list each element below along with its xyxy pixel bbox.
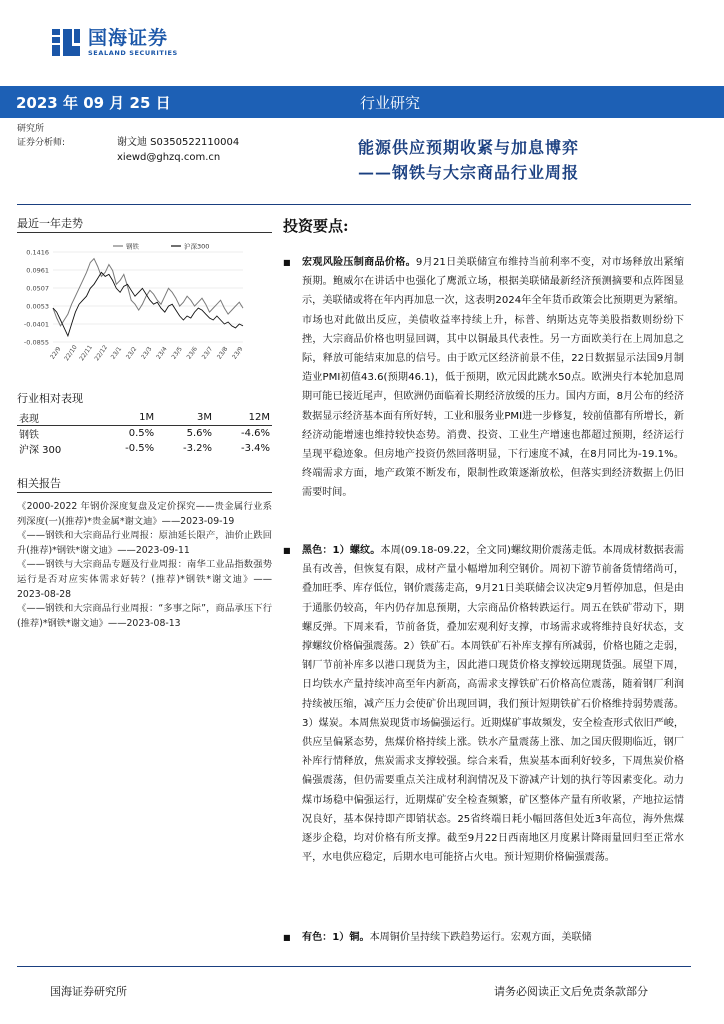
chart-x-tick-label: 23/6 — [185, 345, 200, 361]
analyst-label: 证券分析师: — [17, 138, 66, 148]
related-report-link[interactable]: 《——钢铁和大宗商品行业周报：“多事之际”，商品承压下行(推荐)*钢铁*谢文迪》——2023-08-13 — [17, 603, 272, 629]
chart-series-line — [53, 272, 243, 336]
perf-header-cell: 表现 — [17, 410, 98, 426]
report-date: 2023 年 09 月 25 日 — [16, 94, 171, 112]
perf-cell: 沪深 300 — [19, 445, 62, 456]
related-reports — [17, 500, 272, 631]
chart-y-tick-label: -0.0401 — [23, 320, 49, 329]
report-title: 能源供应预期收紧与加息博弈 — [358, 138, 580, 157]
chart-y-tick-label: 0.0507 — [26, 284, 49, 293]
footer-disclaimer: 请务必阅读正文后免责条款部分 — [494, 985, 648, 998]
section-nonferrous — [302, 928, 684, 947]
chart-x-tick-label: 23/1 — [109, 345, 124, 361]
section-lead: 黑色：1）螺纹。 — [302, 545, 381, 556]
perf-cell: 0.5% — [128, 428, 155, 439]
bullet-square-icon: ■ — [283, 258, 291, 267]
trend-heading: 最近一年走势 — [17, 217, 83, 230]
perf-row — [17, 426, 272, 442]
chart-x-tick-label: 23/3 — [140, 345, 154, 361]
chart-x-tick-label: 23/4 — [155, 345, 169, 361]
bullet-square-icon: ■ — [283, 546, 291, 555]
section-ferrous — [302, 541, 684, 867]
perf-cell: -4.6% — [240, 428, 270, 439]
chart-series-line — [53, 259, 243, 326]
report-type: 行业研究 — [360, 94, 421, 112]
bullet-square-icon: ■ — [283, 933, 291, 942]
perf-header-cell: 12M — [214, 410, 272, 426]
related-report-link[interactable]: 《——钢铁和大宗商品行业周报：原油延长限产，油价止跌回升(推荐)*钢铁*谢文迪》——2023-09-11 — [17, 530, 272, 556]
chart-y-tick-label: -0.0855 — [23, 338, 49, 347]
key-points-heading: 投资要点: — [283, 217, 349, 235]
perf-row — [17, 441, 272, 456]
trend-chart — [17, 238, 272, 373]
perf-cell: 钢铁 — [19, 430, 39, 441]
footer-left: 国海证券研究所 — [50, 985, 127, 998]
section-macro — [302, 253, 684, 503]
reports-heading: 相关报告 — [17, 477, 61, 490]
chart-legend-label: 沪深300 — [184, 242, 210, 251]
chart-x-tick-label: 23/8 — [215, 345, 230, 361]
sealand-logo-icon — [50, 26, 82, 58]
perf-heading: 行业相对表现 — [17, 392, 83, 405]
section-body: 本周铜价呈持续下跌趋势运行。宏观方面，美联储 — [369, 932, 592, 943]
chart-x-tick-label: 23/5 — [170, 345, 184, 361]
perf-cell: 5.6% — [186, 428, 213, 439]
perf-header-cell: 1M — [98, 410, 156, 426]
reports-heading-rule — [17, 492, 272, 493]
chart-y-tick-label: 0.0053 — [26, 302, 49, 311]
chart-x-tick-label: 23/2 — [124, 345, 139, 361]
header-bar — [0, 86, 724, 118]
trend-heading-rule — [17, 232, 272, 233]
perf-header-cell: 3M — [156, 410, 214, 426]
chart-x-tick-label: 23/7 — [200, 345, 215, 361]
chart-x-tick-label: 22/11 — [78, 344, 94, 363]
brand-name-cn: 国海证券 — [88, 26, 169, 49]
footer-divider — [17, 966, 691, 967]
related-report-link[interactable]: 《2000-2022 年钢价深度复盘及定价探究——贵金属行业系列深度(一)(推荐)*贵金属*谢文迪》——2023-09-19 — [17, 501, 272, 527]
perf-header-row — [17, 410, 272, 426]
chart-x-tick-label: 23/9 — [231, 345, 245, 361]
performance-table — [17, 410, 272, 456]
related-report-link[interactable]: 《——钢铁与大宗商品专题及行业周报：南华工业品指数强势运行是否对应实体需求好转？(推荐)*钢铁*谢文迪》——2023-08-28 — [17, 559, 272, 600]
perf-cell: -3.2% — [183, 443, 213, 454]
section-body: 本周(09.18-09.22，全文同)螺纹期价震荡走低。本周成材数据表需虽有改善，但恢复有限，成材产量小幅增加利空钢价。周初下游节前备货情绪尚可，叠加旺季、库存低位，钢价震荡走高，9月21日美联储会议决定9月暂停加息，但是由于通胀仍较高，年内仍存加息预期，大宗商品价格转跌运行。周五在铁矿带动下，期螺反弹。下周来看，节前备货，叠加宏观利好支撑，市场需求或将维持良好状态，支撑螺纹价格偏强震荡。2）铁矿石。本周铁矿石补库支撑有所减弱，价格也随之走弱，钢厂节前补库多以港口现货为主，因此港口现货价格支撑较远期现货强。展望下周，日均铁水产量持续冲高至年内新高，高需求支撑铁矿石价格高位震荡，随着钢厂利润持续被压缩，减产压力会使矿价出现回调，我们预计短期铁矿石价格维持弱势震荡。3）煤炭。本周焦炭现货市场偏强运行。近期煤矿事故频发，安全检查形式依旧严峻，供应呈偏紧态势，焦煤价格持续上涨。铁水产量震荡上涨、加之国庆假期临近，钢厂补库行情释放，焦炭需求支撑较强。综合来看，焦炭基本面利好较多，下周焦炭价格偏强震荡，但仍需要重点关注成材利润情况及下游减产计划的执行等因素变化。动力煤市场稳中偏强运行，近期煤矿安全检查频繁，矿区整体产量有所收紧，产地拉运情况良好，基本保持即产即销状态。25省终端日耗小幅回落但处近3年高位，海外焦煤逐步企稳，均对价格有所支撑。截至9月22日西南地区月度累计降雨量回归至正常水平，水电供应稳定，后期水电可能挤占火电。预计短期价格偏强震荡。 — [302, 545, 684, 864]
perf-cell: -0.5% — [125, 443, 155, 454]
section-lead: 宏观风险压制商品价格。 — [302, 257, 416, 268]
chart-y-tick-label: 0.0961 — [26, 266, 49, 275]
perf-cell: -3.4% — [240, 443, 270, 454]
brand-logo — [50, 26, 178, 58]
chart-x-tick-label: 22/9 — [49, 345, 63, 361]
analyst-name: 谢文迪 S0350522110004 — [117, 137, 240, 148]
chart-x-tick-label: 22/12 — [93, 344, 110, 363]
analyst-email: xiewd@ghzq.com.cn — [117, 152, 221, 163]
institute-label: 研究所 — [17, 124, 45, 134]
report-subtitle: ——钢铁与大宗商品行业周报 — [358, 163, 580, 182]
chart-y-tick-label: 0.1416 — [26, 248, 49, 257]
title-divider — [17, 204, 691, 205]
section-body: 9月21日美联储宣布维持当前利率不变，对市场释放出紧缩预期。鲍威尔在讲话中也强化了鹰派立场，根据美联储最新经济预测摘要和点阵图显示，美联储或将在年内再加息一次，这表明2024年全年货币政策会比预期更为紧缩。市场也对此做出反应，美债收益率持续上升，标普、纳斯达克等美股指数则纷纷下挫，大宗商品价格也明显回调，其中以铜最具代表性。另一方面欧美行在上周加息之际，释放可能结束加息的信号。由于欧元区经济前景不佳，22日数据显示法国9月制造业PMI初值43.6(预期46.1)，低于预期，欧元因此跳水50点。欧洲央行本轮加息周期可能已接近尾声，但欧洲仍面临着长期经济放缓的压力。国内方面，8月公布的经济数据显示经济基本面有所好转，工业和服务业PMI进一步修复，较前值都有所增长，新经济动能增速也维持较快态势。消费、投资、工业生产增速也都超过预期，经济运行呈现平稳迹象。但房地产投资仍然回落明显，下行速度不减，在8月同比为-19.1%。终端需求方面，地产政策不断发布，限制性政策逐渐放松，但落实到经济数据上仍旧需要时间。 — [302, 257, 685, 499]
brand-name-en: SEALAND SECURITIES — [88, 48, 178, 57]
chart-x-tick-label: 22/10 — [63, 344, 79, 363]
chart-legend-label: 钢铁 — [126, 242, 139, 251]
section-lead: 有色：1）铜。 — [302, 932, 370, 943]
